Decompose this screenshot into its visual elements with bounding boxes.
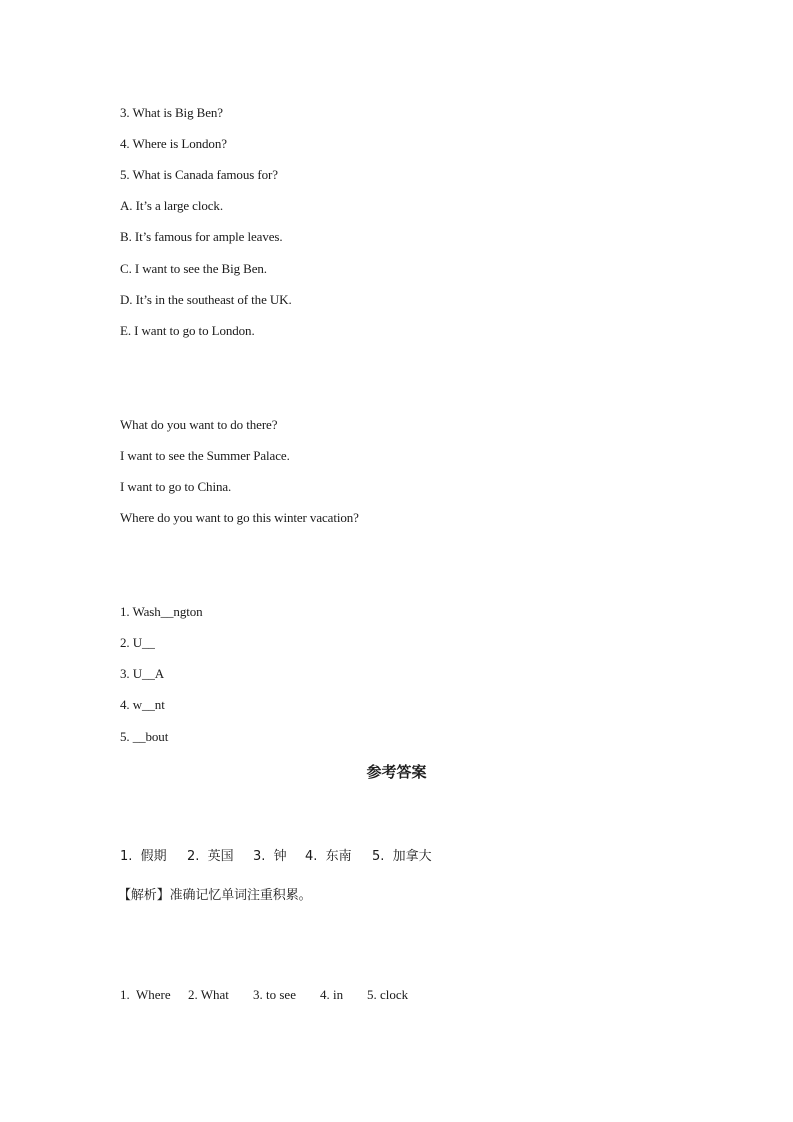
dialogue-line-4: Where do you want to go this winter vacation?	[120, 510, 359, 525]
answer-1-4: 4. 东南	[305, 849, 352, 864]
fill-item-4: 4. w__nt	[120, 697, 165, 712]
answer-2-4: 4. in	[320, 987, 344, 1002]
answer-key-title: 参考答案	[366, 763, 427, 781]
fill-item-3: 3. U__A	[120, 666, 165, 681]
question-5: 5. What is Canada famous for?	[120, 167, 278, 182]
option-c: C. I want to see the Big Ben.	[120, 261, 267, 276]
answer-1-1: 1. 假期	[120, 849, 167, 864]
fill-item-2: 2. U__	[120, 635, 155, 650]
answer-1-3: 3. 钟	[253, 849, 287, 864]
question-4: 4. Where is London?	[120, 136, 227, 151]
answer-2-3: 3. to see	[253, 987, 296, 1002]
answer-1-explanation: 【解析】准确记忆单词注重积累。	[118, 888, 312, 903]
answer-1-2: 2. 英国	[187, 849, 234, 864]
answer-2-5: 5. clock	[367, 987, 409, 1002]
fill-item-5: 5. __bout	[120, 729, 169, 744]
answer-2-2: 2. What	[188, 987, 229, 1002]
dialogue-line-3: I want to go to China.	[120, 479, 232, 494]
fill-item-1: 1. Wash__ngton	[120, 604, 203, 619]
dialogue-line-1: What do you want to do there?	[120, 417, 278, 432]
answer-row-1	[120, 849, 432, 865]
answer-row-2	[120, 987, 408, 1003]
answer-2-1: 1. Where	[120, 987, 171, 1002]
option-a: A. It’s a large clock.	[120, 198, 223, 213]
option-e: E. I want to go to London.	[120, 323, 255, 338]
option-b: B. It’s famous for ample leaves.	[120, 229, 283, 244]
question-3: 3. What is Big Ben?	[120, 105, 223, 120]
dialogue-line-2: I want to see the Summer Palace.	[120, 448, 290, 463]
option-d: D. It’s in the southeast of the UK.	[120, 292, 292, 307]
answer-1-5: 5. 加拿大	[372, 849, 432, 864]
